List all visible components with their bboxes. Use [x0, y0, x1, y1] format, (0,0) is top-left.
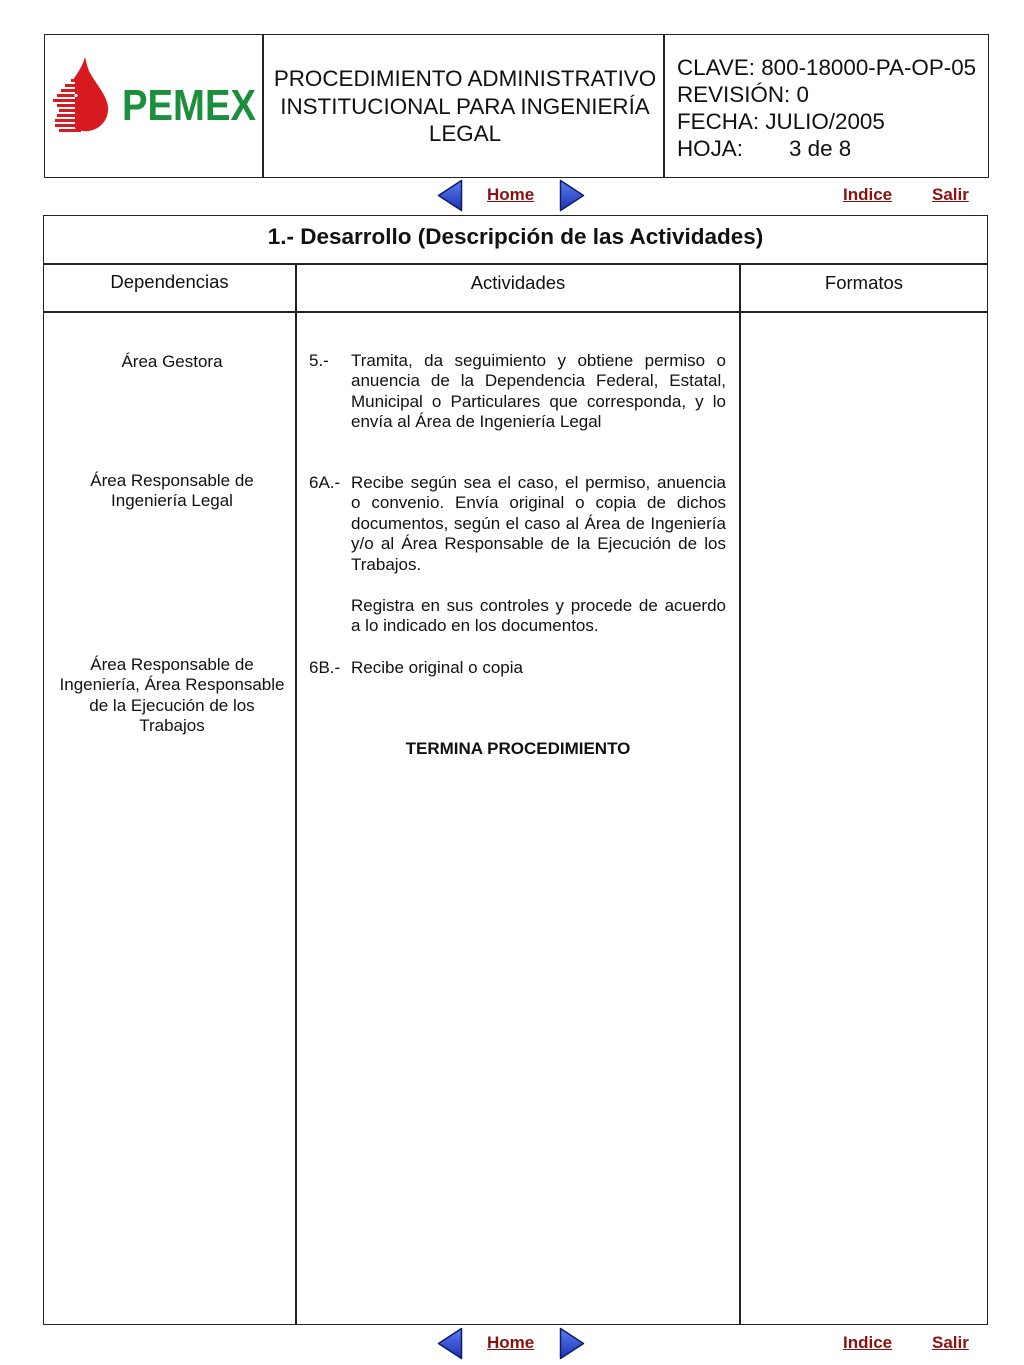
activity-text-line: documentos, según el caso al Área de Ingeniería: [351, 513, 726, 533]
activity-text-line: Trabajos.: [351, 554, 422, 574]
exit-link[interactable]: Salir: [932, 185, 969, 204]
dependency-line: Área Responsable de: [90, 471, 254, 490]
procedure-title-line: INSTITUCIONAL PARA INGENIERÍA: [280, 93, 650, 119]
activity-text-line: Municipal o Particulares que corresponda, y lo: [351, 391, 726, 411]
sheet-number: 3 de 8: [789, 135, 852, 161]
dependency-entry: [46, 352, 298, 372]
activity-text-line: Recibe según sea el caso, el permiso, anuencia: [351, 473, 726, 492]
activity-note: [351, 596, 726, 637]
activity-number: 5.-: [309, 351, 329, 370]
activity-text-line: Tramita, da seguimiento y obtiene permiso o: [351, 351, 726, 370]
index-link[interactable]: Indice: [843, 1333, 893, 1352]
procedure-title-line: LEGAL: [428, 121, 502, 146]
column-header-actividades: Actividades: [470, 272, 566, 293]
activity-step: [351, 473, 726, 575]
activity-number: 6B.-: [309, 658, 341, 677]
procedure-title-line: PROCEDIMIENTO ADMINISTRATIVO: [273, 66, 657, 91]
dependency-line: Área Gestora: [121, 352, 223, 371]
procedure-title: [265, 65, 665, 148]
column-header-formatos: Formatos: [824, 272, 904, 293]
document-revision: REVISIÓN: 0: [677, 81, 809, 107]
column-header-dependencias: Dependencias: [110, 271, 229, 292]
pemex-logo-text: PEMEX: [122, 81, 256, 130]
activity-text-line: a lo indicado en los documentos.: [351, 616, 599, 636]
activity-text-line: y/o al Área Responsable de la Ejecución de los: [351, 534, 726, 554]
activity-step: [351, 351, 726, 433]
table-divider: [43, 311, 988, 313]
table-divider: [295, 264, 297, 1325]
sheet-label: HOJA:: [677, 135, 743, 161]
exit-link[interactable]: Salir: [932, 1333, 969, 1352]
left-arrow-icon[interactable]: [437, 1327, 463, 1360]
home-link[interactable]: Home: [487, 1333, 535, 1352]
document-metadata: [677, 54, 976, 162]
dependency-entry: [46, 655, 298, 737]
dependency-line: Trabajos: [139, 716, 205, 736]
home-link[interactable]: Home: [487, 185, 535, 204]
activity-text-line: Recibe original o copia: [351, 658, 523, 677]
table-divider: [739, 264, 741, 1325]
activity-text-line: envía al Área de Ingeniería Legal: [351, 412, 602, 432]
pemex-eagle-drop-icon: [51, 57, 108, 132]
document-date: FECHA: JULIO/2005: [677, 108, 885, 134]
activity-number: 6A.-: [309, 473, 341, 492]
table-divider: [43, 263, 988, 265]
pemex-logo: [44, 34, 263, 178]
procedure-end-label: TERMINA PROCEDIMIENTO: [405, 739, 631, 758]
dependency-line: Ingeniería, Área Responsable: [59, 675, 285, 695]
right-arrow-icon[interactable]: [559, 1327, 585, 1360]
index-link[interactable]: Indice: [843, 185, 893, 204]
activity-text-line: o convenio. Envía original o copia de dichos: [351, 493, 726, 513]
document-sheet: [677, 135, 976, 162]
dependency-line: Área Responsable de: [90, 655, 254, 674]
left-arrow-icon[interactable]: [437, 179, 463, 212]
document-code: CLAVE: 800-18000-PA-OP-05: [677, 54, 977, 80]
section-title: 1.- Desarrollo (Descripción de las Actividades): [267, 224, 764, 249]
activity-step: [351, 658, 726, 678]
dependency-line: Ingeniería Legal: [111, 491, 233, 511]
dependency-entry: [46, 471, 298, 512]
activity-text-line: anuencia de la Dependencia Federal, Estatal,: [351, 371, 726, 391]
dependency-line: de la Ejecución de los: [89, 695, 255, 715]
right-arrow-icon[interactable]: [559, 179, 585, 212]
activity-text-line: Registra en sus controles y procede de acuerdo: [351, 596, 726, 615]
